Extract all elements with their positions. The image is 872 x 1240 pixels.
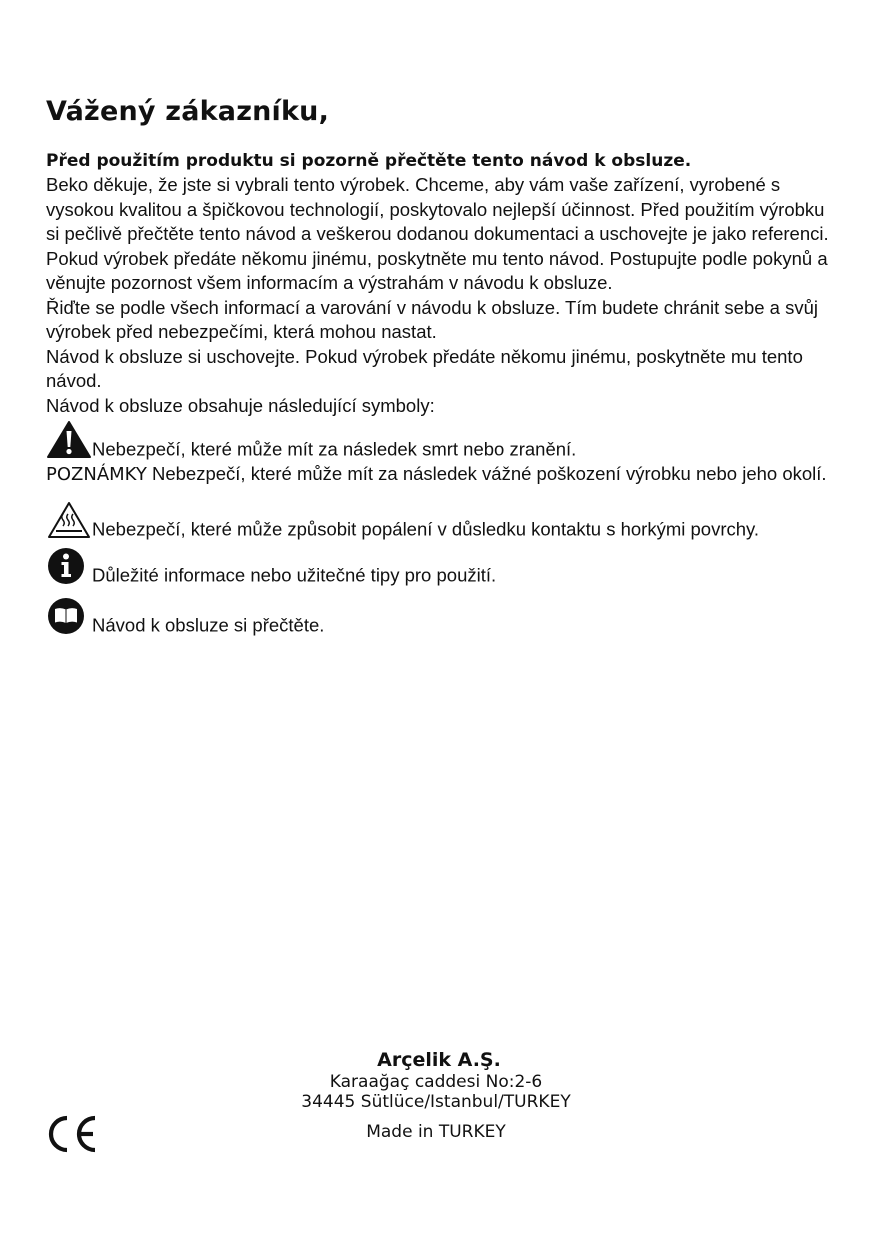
symbol-row-warning [46,422,836,462]
symbols-intro: Návod k obsluze obsahuje následující symboly: [46,394,435,416]
info-icon [46,548,92,588]
note-label: POZNÁMKY [46,464,147,485]
symbol-row-note [46,462,836,488]
intro-paragraph: Beko děkuje, že jste si vybrali tento výrobek. Chceme, aby vám vaše zařízení, vyrobené s vysokou kvalitou a špičkovou technologií, poskytovalo nejlepší účinnost. Před použitím výrobku si pečlivě přečtěte tento návod a veškerou dodanou dokumentaci a uschovejte je jako referenci. Pokud výrobek předáte někomu jinému, poskytněte mu tento návod. Postupujte podle pokynů a věnujte pozornost všem informacím a výstrahám v návodu k obsluze. [46,174,829,293]
ce-mark-icon [44,1114,100,1154]
manual-page [46,96,836,638]
note-text: Nebezpečí, které může mít za následek vážné poškození výrobku nebo jeho okolí. [146,463,827,484]
hot-surface-icon [46,502,92,542]
symbol-row-hot-surface [46,502,836,542]
warning-triangle-icon [46,422,92,462]
info-text: Důležité informace nebo užitečné tipy pro použití. [92,564,497,585]
page-title: Vážený zákazníku, [46,96,330,127]
manual-text: Návod k obsluze si přečtěte. [92,614,325,635]
book-icon [46,598,92,638]
warning-text: Nebezpečí, které může mít za následek smrt nebo zranění. [92,438,577,460]
safety-paragraph: Řiďte se podle všech informací a varování v návodu k obsluze. Tím budete chránit sebe a svůj výrobek před nebezpečími, která mohou nastat. [46,296,818,342]
lead-instruction: Před použitím produktu si pozorně přečtěte tento návod k obsluze. [46,151,692,171]
made-in-text: Made in TURKEY [366,1122,506,1142]
symbol-row-info [46,548,836,588]
manufacturer-footer [0,1048,872,1142]
address-line-1: Karaağaç caddesi No:2-6 [329,1072,543,1092]
keep-manual-paragraph: Návod k obsluze si uschovejte. Pokud výrobek předáte někomu jinému, poskytněte mu tento návod. [46,345,803,391]
symbol-row-manual [46,598,836,638]
hot-surface-text: Nebezpečí, které může způsobit popálení v důsledku kontaktu s horkými povrchy. [92,518,760,539]
company-name: Arçelik A.Ş. [377,1049,501,1071]
address-line-2: 34445 Sütlüce/Istanbul/TURKEY [301,1092,571,1112]
